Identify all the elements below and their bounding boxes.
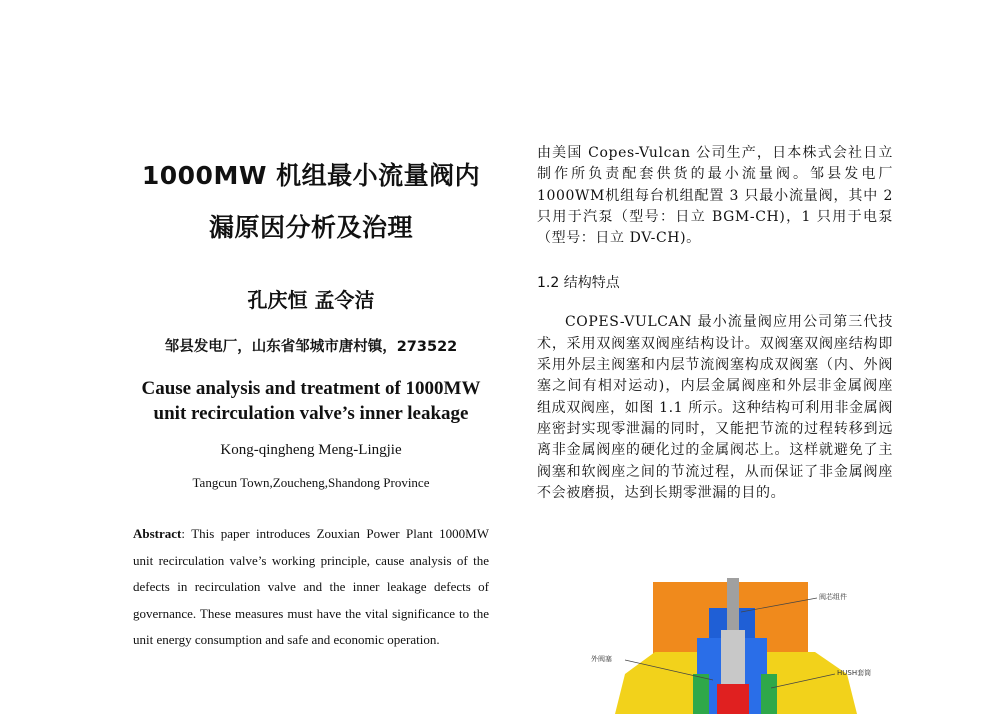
- abstract-label: Abstract: [133, 526, 182, 541]
- figure-label-outer-plug: 外阀塞: [591, 655, 612, 663]
- authors-chinese: 孔庆恒 孟令洁: [247, 288, 375, 312]
- paragraph-manufacturer: 由美国 Copes-Vulcan 公司生产，日本株式会社日立制作所负责配套供货的最小流量阀。邹县发电厂1000WM机组每台机组配置 3 只最小流量阀，其中 2 只用于汽泵（型号：日立 BGM-CH)，1 只用于电泵（型号：日立 DV-CH)。: [537, 145, 893, 247]
- affiliation-chinese: 邹县发电厂，山东省邹城市唐村镇，273522: [164, 339, 458, 355]
- title-chinese: [133, 150, 489, 254]
- title-english: Cause analysis and treatment of 1000MW unit recirculation valve’s inner leakage: [141, 378, 481, 424]
- title-chinese-line2: 漏原因分析及治理: [208, 213, 413, 242]
- section-heading: 1.2 结构特点: [537, 275, 620, 292]
- valve-structure-figure: [585, 578, 895, 714]
- abstract-text: : This paper introduces Zouxian Power Plant 1000MW unit recirculation valve’s working principle, cause analysis of the defects in recirculation valve and the inner leakage defects of governance. These measures must have the vital significance to the unit energy consumption and safe and economic operation.: [133, 526, 489, 647]
- affiliation-english: Tangcun Town,Zoucheng,Shandong Province: [192, 475, 430, 490]
- left-column: [133, 150, 489, 654]
- title-chinese-line1: 1000MW 机组最小流量阀内: [141, 161, 481, 190]
- figure-label-hush-sleeve: HUSH套筒: [837, 669, 872, 677]
- authors-english: Kong-qingheng Meng-Lingjie: [220, 442, 402, 458]
- paragraph-structure: COPES-VULCAN 最小流量阀应用公司第三代技术，采用双阀塞双阀座结构设计。双阀塞双阀座结构即采用外层主阀塞和内层节流阀塞构成双阀塞（内、外阀塞之间有相对运动)，内层金属阀座和外层非金属阀座组成双阀座，如图 1.1 所示。这种结构可利用非金属阀座密封实现零泄漏的同时，又能把节流的过程转移到远离非金属阀座的硬化过的金属阀芯上。这样就避免了主阀塞和软阀座之间的节流过程，从而保证了非金属阀座不会被磨损，达到长期零泄漏的目的。: [537, 314, 893, 501]
- abstract: [133, 521, 489, 654]
- valve-diagram-graphic: [585, 578, 895, 714]
- right-column: [537, 143, 893, 504]
- figure-label-core: 阀芯组件: [819, 593, 847, 601]
